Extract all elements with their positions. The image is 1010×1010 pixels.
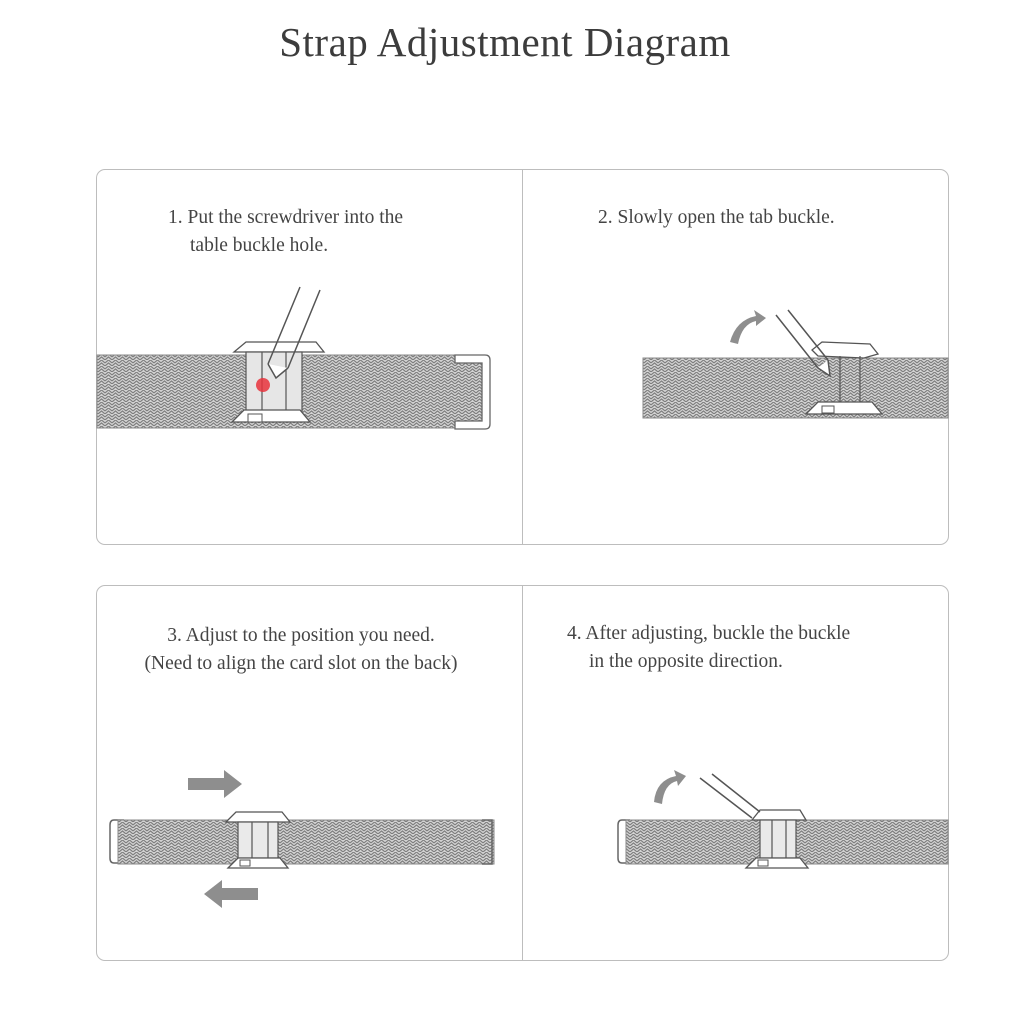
strap-illustration-2 [643, 310, 948, 418]
page-title: Strap Adjustment Diagram [279, 19, 731, 65]
step-1-line-1: 1. Put the screwdriver into the [168, 207, 404, 228]
buckle-hole-marker [256, 378, 270, 392]
mesh-strap [118, 820, 494, 864]
arrow-left-icon [204, 880, 258, 908]
step-4-line-1: 4. After adjusting, buckle the buckle [567, 623, 851, 644]
strap-illustration-1 [97, 287, 490, 429]
screwdriver [700, 774, 760, 818]
curved-arrow-icon [654, 770, 686, 804]
mesh-strap [643, 358, 948, 418]
strap-illustration-4 [618, 770, 948, 868]
step-3-line-2: (Need to align the card slot on the back) [144, 653, 458, 674]
step-2-line-1: 2. Slowly open the tab buckle. [598, 207, 835, 228]
arrow-right-icon [188, 770, 242, 798]
step-4-line-2: in the opposite direction. [589, 651, 783, 672]
strap-illustration-3 [110, 770, 494, 908]
step-3-line-1: 3. Adjust to the position you need. [167, 625, 435, 646]
step-1-line-2: table buckle hole. [190, 235, 329, 256]
curved-arrow-icon [730, 310, 766, 344]
